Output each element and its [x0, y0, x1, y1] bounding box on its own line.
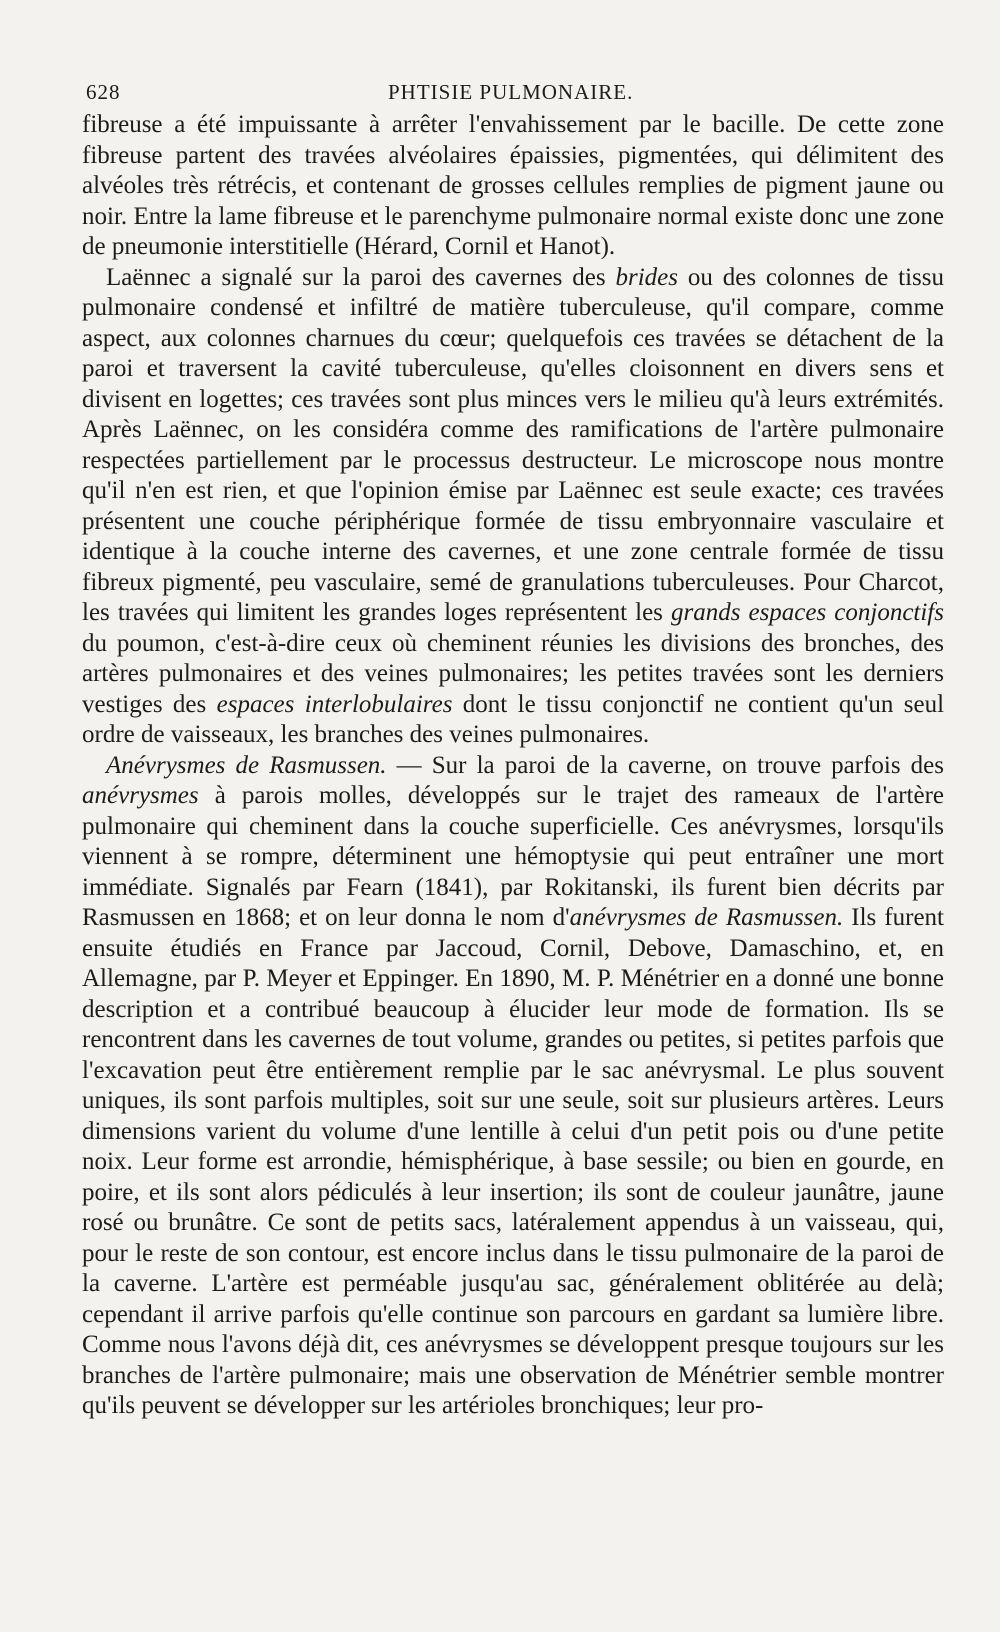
italic-term: anévrysmes de Rasmussen.: [569, 904, 844, 931]
italic-term: espaces interlobulaires: [216, 690, 453, 718]
italic-term: grands espaces conjonctifs: [670, 599, 944, 626]
paragraph-continuation: fibreuse a été impuissante à arrêter l'envahissement par le bacille. De cette zone fibreuse partent des travées alvéolaires épaissies, pigmentées, qui délimitent des alvéoles très rétrécis, et contenant de grosses cellules remplies de pigment jaune ou noir. Entre la lame fibreuse et le parenchyme pulmonaire normal existe donc une zone de pneumonie interstitielle (Hérard, Cornil et Hanot).: [82, 111, 944, 260]
section-title: Anévrysmes de Rasmussen.: [106, 751, 387, 779]
running-title: PHTISIE PULMONAIRE.: [388, 80, 634, 104]
italic-term: brides: [615, 263, 678, 291]
body-text: [82, 110, 944, 1422]
paragraph-rasmussen: Anévrysmes de Rasmussen. — Sur la paroi de la caverne, on trouve parfois des anévrysmes à parois molles, développés sur le trajet des rameaux de l'artère pulmonaire qui cheminent dans la couche superficielle. Ces anévrysmes, lorsqu'ils viennent à se rompre, déterminent une hémoptysie qui peut entraîner une mort immédiate. Signalés par Fearn (1841), par Rokitanski, ils furent bien décrits par Rasmussen en 1868; et on leur donna le nom d'anévrysmes de Rasmussen. Ils furent ensuite étudiés en France par Jaccoud, Cornil, Debove, Damaschino, et, en Allemagne, par P. Meyer et Eppinger. En 1890, M. P. Ménétrier en a donné une bonne description et a contribué beaucoup à élucider leur mode de formation. Ils se rencontrent dans les cavernes de tout volume, grandes ou petites, si petites parfois que l'excavation peut être entièrement remplie par le sac anévrysmal. Le plus souvent uniques, ils sont parfois multiples, soit sur une seule, soit sur plusieurs artères. Leurs dimensions varient du volume d'une lentille à celui d'un petit pois ou d'une petite noix. Leur forme est arrondie, hémisphérique, à base sessile; ou bien en gourde, en poire, et ils sont alors pédiculés à leur insertion; ils sont de couleur jaunâtre, jaune rosé ou brunâtre. Ce sont de petits sacs, latéralement appendus à un vaisseau, qui, pour le reste de son contour, est encore inclus dans le tissu pulmonaire de la paroi de la caverne. L'artère est perméable jusqu'au sac, généralement oblitérée au delà; cependant il arrive parfois qu'elle continue son parcours en gardant sa lumière libre. Comme nous l'avons déjà dit, ces anévrysmes se développent presque toujours sur les branches de l'artère pulmonaire; mais une observation de Ménétrier semble montrer qu'ils peuvent se développer sur les artérioles bronchiques; leur pro-: [82, 751, 944, 1419]
running-head: [82, 74, 944, 110]
page-number: 628: [86, 80, 121, 104]
italic-term: anévrysmes: [82, 782, 199, 809]
paragraph-laennec: Laënnec a signalé sur la paroi des cavernes des brides ou des colonnes de tissu pulmonaire condensé et infiltré de matière tuberculeuse, qu'il compare, comme aspect, aux colonnes charnues du cœur; quelquefois ces travées se détachent de la paroi et traversent la cavité tuberculeuse, qu'elles cloisonnent en divers sens et divisent en logettes; ces travées sont plus minces vers le milieu qu'à leurs extrémités. Après Laënnec, on les considéra comme des ramifications de l'artère pulmonaire respectées partiellement par le processus destructeur. Le microscope nous montre qu'il n'en est rien, et que l'opinion émise par Laënnec est seule exacte; ces travées présentent une couche périphérique formée de tissu embryonnaire vasculaire et identique à la couche interne des cavernes, et une zone centrale formée de tissu fibreux pigmenté, peu vasculaire, semé de granulations tuberculeuses. Pour Charcot, les travées qui limitent les grandes loges représentent les grands espaces conjonctifs du poumon, c'est-à-dire ceux où cheminent réunies les divisions des bronches, des artères pulmonaires et des veines pulmonaires; les petites travées sont les derniers vestiges des espaces interlobulaires dont le tissu conjonctif ne contient qu'un seul ordre de vaisseaux, les branches des veines pulmonaires.: [82, 263, 945, 748]
